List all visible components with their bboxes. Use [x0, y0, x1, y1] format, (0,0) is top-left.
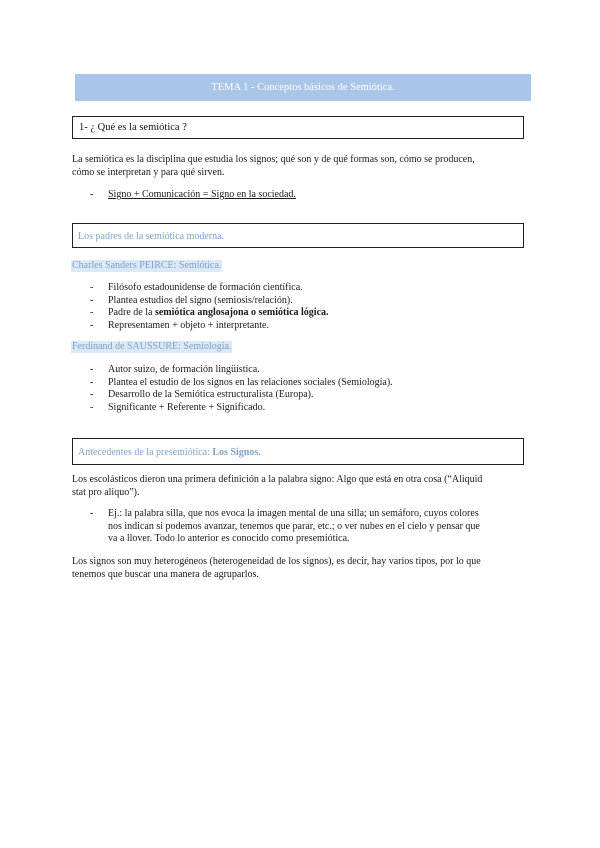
list-item — [72, 364, 528, 377]
list-item — [72, 402, 528, 415]
section2-heading-text: Los padres de la semiótica moderna. — [78, 231, 225, 242]
saussure-heading: Ferdinand de SAUSSURE: Semiología. — [72, 341, 232, 352]
intro-line-1: La semiótica es la disciplina que estudia los signos; qué son y de qué formas son, cómo se producen, — [72, 154, 475, 165]
list-item — [72, 307, 528, 320]
dash-bullet: - — [90, 508, 94, 519]
example-list — [72, 508, 528, 546]
closing-paragraph — [72, 556, 528, 581]
saussure-list — [72, 364, 528, 414]
closing-line-1: Los signos son muy heterogéneos (heterogeneidad de los signos), es decir, hay varios tipos, por lo que — [72, 556, 481, 567]
dash-bullet: - — [90, 282, 94, 293]
title-text: Conceptos básicos de Semiótica. — [257, 82, 395, 93]
dash-bullet: - — [90, 389, 94, 400]
saussure-item-4: Significante + Referente + Significado. — [108, 401, 266, 413]
list-item — [72, 282, 528, 295]
formula-list — [72, 189, 528, 202]
section-heading-what-is-semiotics — [72, 116, 524, 139]
list-item — [72, 295, 528, 308]
list-item — [72, 377, 528, 390]
dash-bullet: - — [90, 307, 94, 318]
example-line-3: va a llover. Todo lo anterior es conocido como presemiótica. — [108, 533, 350, 544]
section-heading-presemiotics — [72, 438, 524, 465]
dash-bullet: - — [90, 364, 94, 375]
section3-heading-text: Antecedentes de la presemiótica: — [78, 447, 213, 458]
peirce-list — [72, 282, 528, 332]
closing-line-2: tenemos que buscar una manera de agruparlos. — [72, 568, 259, 580]
list-item — [72, 320, 528, 333]
intro-paragraph — [72, 154, 528, 179]
peirce-item-2: Plantea estudios del signo (semiosis/relación). — [108, 294, 293, 306]
list-item — [72, 508, 528, 546]
formula-text: Signo + Comunicación = Signo en la sociedad. — [108, 189, 296, 200]
peirce-item-1: Filósofo estadounidense de formación científica. — [108, 282, 303, 293]
section3-heading-bold: Los Signos. — [212, 447, 261, 458]
section1-heading-text: 1- ¿ Qué es la semiótica ? — [79, 122, 187, 133]
list-item — [72, 189, 528, 202]
escolasticos-paragraph — [72, 474, 528, 499]
dash-bullet: - — [90, 294, 94, 306]
peirce-item-4: Representamen + objeto + interpretante. — [108, 319, 269, 331]
peirce-heading: Charles Sanders PEIRCE: Semiótica. — [72, 260, 222, 271]
saussure-item-2: Plantea el estudio de los signos en las relaciones sociales (Semiología). — [108, 376, 393, 388]
escolasticos-line-2: stat pro aliquo”). — [72, 486, 140, 498]
saussure-item-1: Autor suizo, de formación lingüística. — [108, 364, 260, 375]
dash-bullet: - — [90, 376, 94, 388]
escolasticos-line-1: Los escolásticos dieron una primera definición a la palabra signo: Algo que está en otra cosa (“Aliquid — [72, 474, 483, 485]
title-prefix: TEMA 1 - — [211, 82, 258, 93]
saussure-item-3: Desarrollo de la Semiótica estructuralista (Europa). — [108, 389, 314, 400]
peirce-item-3: Padre de la — [108, 307, 155, 318]
list-item — [72, 389, 528, 402]
intro-line-2: cómo se interpretan y para qué sirven. — [72, 166, 225, 178]
example-line-1: Ej.: la palabra silla, que nos evoca la imagen mental de una silla; un semáforo, cuyos colores — [108, 508, 479, 519]
example-line-2: nos indican si podemos avanzar, tenemos que parar, etc.; o ver nubes en el cielo y pensar que — [108, 520, 480, 532]
dash-bullet: - — [90, 319, 94, 331]
peirce-item-3-bold: semiótica anglosajona o semiótica lógica. — [154, 307, 329, 318]
document-title-banner — [75, 74, 531, 101]
section-heading-fathers — [72, 223, 524, 248]
dash-bullet: - — [90, 401, 94, 413]
dash-bullet: - — [90, 189, 94, 200]
